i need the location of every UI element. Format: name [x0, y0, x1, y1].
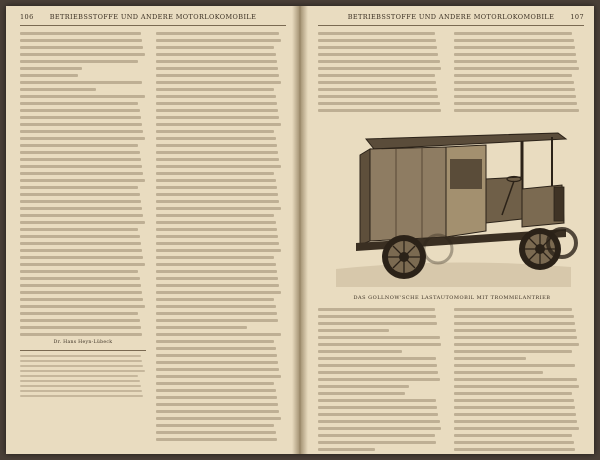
text-line — [20, 249, 142, 252]
text-line — [156, 277, 278, 280]
text-line — [20, 242, 141, 245]
text-line — [156, 361, 278, 364]
text-line — [156, 39, 281, 42]
text-line — [156, 137, 276, 140]
text-line — [318, 427, 441, 430]
text-line — [156, 165, 281, 168]
text-line — [318, 74, 435, 77]
text-line — [318, 53, 438, 56]
text-line — [20, 256, 143, 259]
text-line — [318, 322, 437, 325]
text-line — [318, 60, 440, 63]
text-line — [156, 158, 279, 161]
text-line — [318, 420, 440, 423]
text-line — [20, 74, 78, 77]
text-block — [318, 308, 442, 451]
text-line — [318, 399, 436, 402]
text-line — [318, 392, 405, 395]
text-line — [454, 364, 575, 367]
text-line — [156, 431, 276, 434]
text-line — [318, 364, 437, 367]
text-line — [454, 329, 576, 332]
text-line — [20, 53, 145, 56]
text-line — [318, 448, 375, 451]
text-line — [156, 438, 277, 441]
text-line — [156, 207, 281, 210]
text-line — [20, 179, 145, 182]
text-line — [20, 319, 140, 322]
text-line — [156, 305, 276, 308]
text-line — [454, 336, 577, 339]
text-line — [156, 382, 274, 385]
text-line — [318, 441, 436, 444]
text-line — [454, 74, 572, 77]
text-line — [20, 263, 145, 266]
text-line — [156, 242, 279, 245]
text-line — [20, 395, 143, 397]
text-line — [318, 378, 440, 381]
text-line — [156, 228, 277, 231]
text-line — [20, 186, 138, 189]
text-line — [454, 350, 572, 353]
text-line — [156, 193, 278, 196]
text-line — [318, 350, 402, 353]
text-line — [318, 95, 438, 98]
text-line — [156, 375, 281, 378]
text-line — [454, 109, 579, 112]
text-line — [318, 81, 436, 84]
text-line — [20, 123, 142, 126]
text-line — [454, 420, 577, 423]
text-line — [454, 308, 572, 311]
text-line — [454, 32, 572, 35]
text-line — [156, 249, 281, 252]
text-line — [156, 200, 279, 203]
text-block — [454, 32, 580, 112]
left-running-head — [20, 13, 286, 26]
right-column-2-bottom — [454, 308, 580, 454]
text-line — [20, 172, 143, 175]
text-line — [20, 291, 142, 294]
text-line — [20, 277, 140, 280]
text-line — [454, 95, 576, 98]
text-line — [156, 263, 276, 266]
text-line — [156, 403, 278, 406]
text-line — [454, 39, 574, 42]
text-line — [20, 375, 138, 377]
text-line — [20, 235, 140, 238]
footnote-block — [20, 355, 146, 397]
text-line — [454, 371, 543, 374]
text-line — [454, 88, 575, 91]
right-running-head — [318, 13, 584, 26]
text-line — [454, 102, 577, 105]
text-line — [454, 357, 526, 360]
text-line — [20, 165, 142, 168]
text-line — [20, 380, 140, 382]
text-line — [20, 193, 140, 196]
text-line — [318, 32, 435, 35]
book-spread — [6, 6, 594, 454]
text-line — [156, 102, 277, 105]
text-line — [156, 221, 276, 224]
truck-illustration — [326, 119, 578, 291]
text-line — [318, 329, 389, 332]
text-line — [318, 413, 438, 416]
text-line — [20, 207, 142, 210]
text-line — [318, 343, 441, 346]
text-line — [20, 67, 82, 70]
text-line — [156, 144, 277, 147]
text-line — [20, 284, 141, 287]
text-line — [156, 151, 278, 154]
divider — [20, 350, 146, 351]
right-column-1-top — [318, 32, 442, 116]
left-page-number: 106 — [20, 13, 34, 21]
text-line — [156, 396, 277, 399]
text-line — [454, 322, 575, 325]
text-line — [156, 340, 274, 343]
text-line — [156, 74, 279, 77]
text-line — [454, 413, 576, 416]
text-line — [156, 130, 274, 133]
text-line — [20, 102, 138, 105]
text-line — [20, 214, 143, 217]
text-line — [156, 417, 281, 420]
text-line — [20, 32, 141, 35]
text-line — [318, 385, 409, 388]
text-line — [156, 284, 279, 287]
text-line — [156, 123, 281, 126]
text-line — [20, 385, 141, 387]
text-line — [20, 305, 145, 308]
text-line — [156, 186, 277, 189]
text-line — [156, 88, 274, 91]
text-line — [20, 221, 145, 224]
text-line — [318, 67, 441, 70]
text-line — [454, 46, 575, 49]
text-line — [20, 137, 145, 140]
text-line — [156, 95, 276, 98]
text-line — [156, 109, 278, 112]
text-line — [20, 158, 141, 161]
left-running-head-title: BETRIEBSSTOFFE UND ANDERE MOTORLOKOMOBILE — [49, 13, 257, 21]
text-line — [318, 88, 437, 91]
text-line — [20, 109, 140, 112]
text-line — [318, 336, 440, 339]
text-line — [454, 434, 572, 437]
text-line — [454, 448, 575, 451]
text-line — [20, 360, 142, 362]
text-line — [156, 81, 281, 84]
text-line — [454, 378, 577, 381]
text-line — [20, 228, 138, 231]
text-line — [156, 424, 274, 427]
text-line — [454, 441, 574, 444]
text-line — [454, 53, 576, 56]
right-column-1-bottom — [318, 308, 442, 454]
text-line — [156, 256, 274, 259]
text-block — [454, 308, 580, 451]
text-line — [156, 53, 276, 56]
text-line — [20, 390, 142, 392]
text-line — [318, 102, 440, 105]
text-line — [318, 371, 438, 374]
text-line — [318, 308, 435, 311]
text-line — [454, 67, 579, 70]
text-line — [454, 385, 579, 388]
text-line — [20, 95, 145, 98]
right-page-number: 107 — [570, 13, 584, 21]
text-line — [156, 32, 279, 35]
text-line — [454, 60, 577, 63]
text-line — [20, 355, 141, 357]
left-column-2 — [156, 32, 282, 445]
text-line — [20, 200, 141, 203]
text-line — [318, 357, 436, 360]
text-line — [156, 46, 274, 49]
text-line — [156, 347, 276, 350]
left-column-1 — [20, 32, 146, 400]
text-line — [20, 60, 138, 63]
text-line — [156, 291, 281, 294]
text-line — [20, 46, 143, 49]
text-line — [454, 343, 579, 346]
text-line — [156, 116, 279, 119]
text-line — [20, 326, 141, 329]
text-line — [156, 172, 274, 175]
text-block — [318, 32, 442, 112]
text-line — [318, 109, 441, 112]
text-line — [318, 46, 437, 49]
text-line — [20, 88, 96, 91]
left-page — [6, 6, 296, 454]
text-line — [20, 81, 142, 84]
text-block — [156, 32, 282, 441]
text-line — [156, 60, 277, 63]
text-line — [454, 427, 579, 430]
text-line — [156, 298, 274, 301]
text-line — [318, 39, 436, 42]
text-line — [20, 130, 143, 133]
text-line — [20, 298, 143, 301]
text-line — [454, 315, 574, 318]
text-line — [156, 214, 274, 217]
text-line — [20, 312, 138, 315]
text-line — [318, 406, 437, 409]
text-line — [156, 235, 278, 238]
text-block — [20, 32, 146, 336]
text-line — [156, 368, 279, 371]
text-line — [20, 365, 143, 367]
text-line — [156, 312, 277, 315]
article-signature: Dr. Hans Heyn-Lübeck — [53, 340, 113, 345]
text-line — [156, 179, 276, 182]
right-page — [304, 6, 594, 454]
text-line — [318, 434, 435, 437]
text-line — [156, 354, 277, 357]
figure-caption: DAS GOLLNOW'SCHE LASTAUTOMOBIL MIT TROMMELANTRIEB — [353, 295, 551, 301]
text-line — [156, 270, 277, 273]
text-line — [20, 270, 138, 273]
right-column-2-top — [454, 32, 580, 116]
text-line — [156, 326, 247, 329]
text-line — [156, 67, 278, 70]
text-line — [20, 370, 145, 372]
text-line — [156, 333, 281, 336]
text-line — [20, 116, 141, 119]
text-line — [454, 81, 574, 84]
right-running-head-title: BETRIEBSSTOFFE UND ANDERE MOTORLOKOMOBILE — [347, 13, 555, 21]
text-line — [20, 333, 142, 336]
text-line — [454, 399, 574, 402]
text-line — [156, 389, 276, 392]
text-line — [156, 410, 279, 413]
text-line — [20, 144, 138, 147]
text-line — [454, 392, 572, 395]
text-line — [318, 315, 436, 318]
text-line — [454, 406, 575, 409]
text-line — [20, 151, 140, 154]
text-line — [20, 39, 142, 42]
text-line — [156, 319, 278, 322]
